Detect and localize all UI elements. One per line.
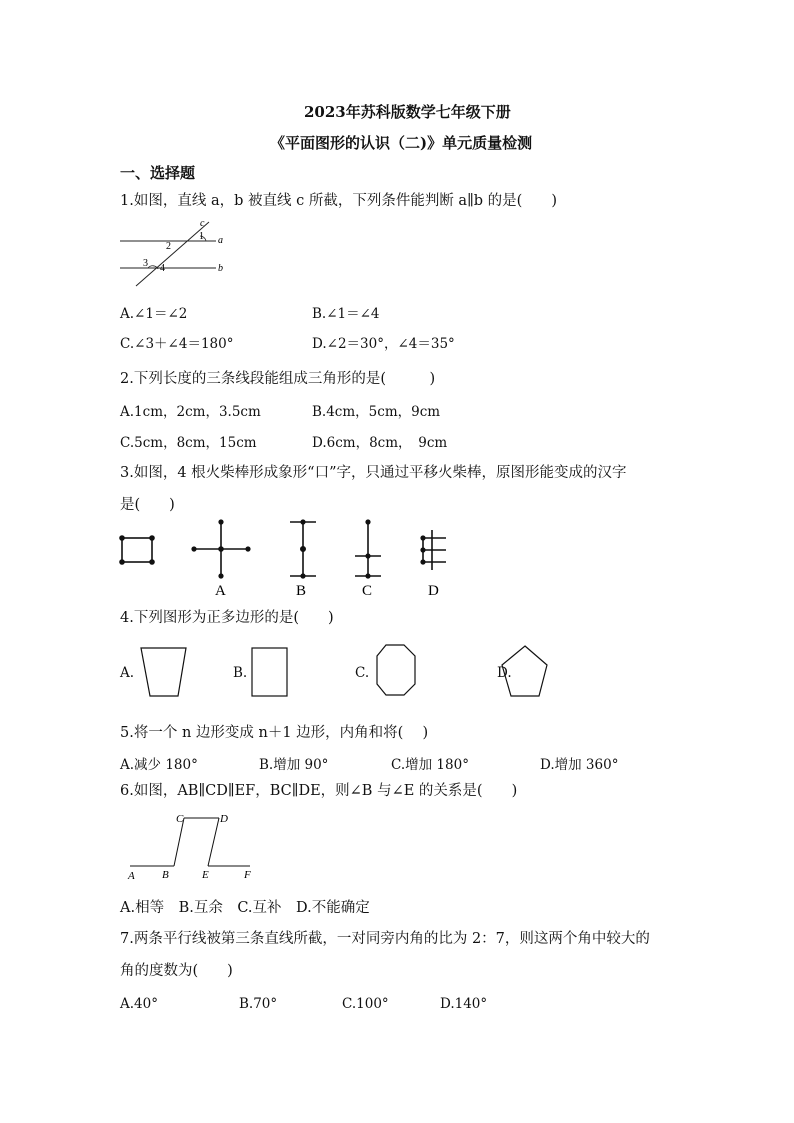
q7-option-a: A.40° — [120, 996, 158, 1012]
q1-stem: 1.如图，直线 a，b 被直线 c 所截，下列条件能判断 a∥b 的是( ) — [120, 193, 557, 209]
q5-stem: 5.将一个 n 边形变成 n＋1 边形，内角和将( ) — [120, 725, 429, 741]
point-e-label: E — [202, 869, 209, 881]
q6-figure — [122, 808, 272, 882]
q4-option-a: A. — [120, 665, 135, 681]
q2-option-b: B.4cm，5cm，9cm — [312, 404, 441, 420]
label-b: b — [218, 263, 223, 274]
matchstick-option-d — [421, 530, 446, 570]
label-c: c — [200, 218, 205, 229]
octagon-shape — [377, 645, 415, 695]
doc-subtitle: 《平面图形的认识（二)》单元质量检测 — [270, 134, 533, 152]
q2-option-c: C.5cm，8cm，15cm — [120, 435, 257, 451]
q5-option-c: C.增加 180° — [391, 757, 469, 773]
q1-option-d: D.∠2＝30°，∠4＝35° — [312, 336, 455, 352]
q7-option-d: D.140° — [440, 996, 488, 1012]
pentagon-shape — [502, 646, 547, 696]
q4-figures — [136, 640, 586, 702]
q2-stem: 2.下列长度的三条线段能组成三角形的是( ) — [120, 371, 436, 387]
q5-option-a: A.减少 180° — [120, 757, 198, 773]
label-1: 1 — [199, 231, 204, 242]
section-heading: 一、选择题 — [120, 164, 196, 182]
point-b-label: B — [162, 869, 169, 881]
q3-label-c: C — [362, 583, 373, 599]
q3-label-b: B — [296, 583, 307, 599]
q3-label-d: D — [428, 583, 439, 599]
segment-de — [208, 818, 219, 866]
q1-option-c: C.∠3＋∠4＝180° — [120, 336, 234, 352]
q4-option-b: B. — [233, 665, 248, 681]
rectangle-shape — [252, 648, 287, 696]
q1-figure — [114, 214, 234, 290]
q7-option-b: B.70° — [239, 996, 278, 1012]
q7-stem-line1: 7.两条平行线被第三条直线所截，一对同旁内角的比为 2：7，则这两个角中较大的 — [120, 931, 650, 947]
q7-stem-line2: 角的度数为( ) — [120, 963, 233, 979]
doc-title: 2023年苏科版数学七年级下册 — [304, 103, 511, 121]
q3-stem-line2: 是( ) — [120, 497, 175, 513]
q6-stem: 6.如图，AB∥CD∥EF，BC∥DE，则∠B 与∠E 的关系是( ) — [120, 783, 518, 799]
label-4: 4 — [160, 263, 165, 274]
q3-label-a: A — [215, 583, 226, 599]
point-f-label: F — [244, 869, 251, 881]
label-a: a — [218, 235, 223, 246]
q4-option-c: C. — [355, 665, 370, 681]
q6-options: A.相等 B.互余 C.互补 D.不能确定 — [120, 900, 370, 916]
q5-option-b: B.增加 90° — [259, 757, 329, 773]
q1-option-b: B.∠1＝∠4 — [312, 306, 380, 322]
q4-stem: 4.下列图形为正多边形的是( ) — [120, 610, 334, 626]
label-3: 3 — [143, 258, 148, 269]
point-d-label: D — [220, 813, 228, 825]
label-2: 2 — [166, 241, 171, 252]
q2-option-d: D.6cm，8cm， 9cm — [312, 435, 448, 451]
point-c-label: C — [176, 813, 184, 825]
matchstick-option-c — [355, 520, 381, 578]
q1-option-a: A.∠1＝∠2 — [120, 306, 188, 322]
segment-bc — [174, 818, 184, 866]
trapezoid-shape — [141, 648, 186, 696]
matchstick-option-a — [192, 520, 250, 578]
q3-stem-line1: 3.如图，4 根火柴棒形成象形“口”字，只通过平移火柴棒，原图形能变成的汉字 — [120, 465, 627, 481]
q5-option-d: D.增加 360° — [540, 757, 619, 773]
matchstick-option-b — [290, 520, 316, 578]
q3-figure — [110, 514, 460, 600]
q7-option-c: C.100° — [342, 996, 389, 1012]
point-a-label: A — [128, 870, 135, 882]
q4-option-d: D. — [497, 665, 512, 681]
matchstick-kou — [120, 536, 154, 564]
q2-option-a: A.1cm，2cm，3.5cm — [120, 404, 261, 420]
